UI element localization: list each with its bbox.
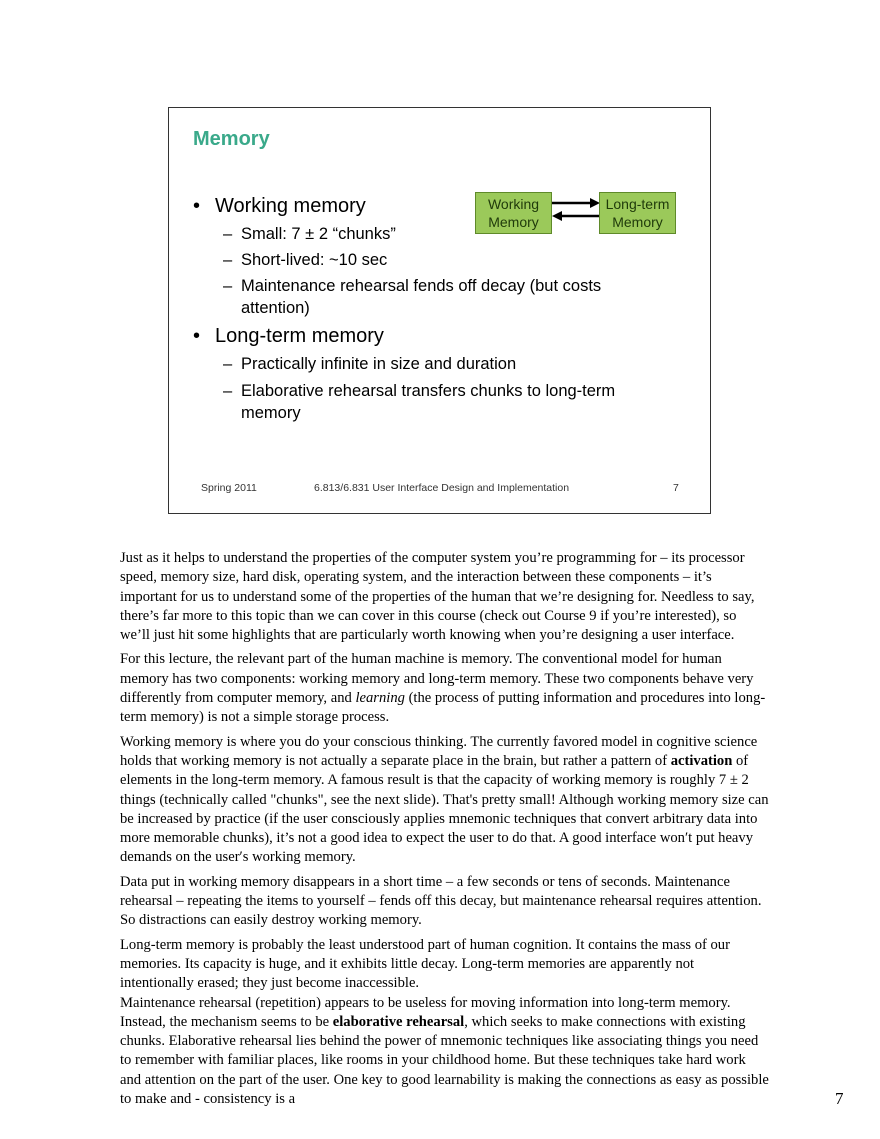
sub-bullet-elaborative: – Elaborative rehearsal transfers chunks to long-term memory: [241, 380, 631, 424]
footer-slide-number: 7: [673, 482, 679, 494]
sub-bullet-infinite: – Practically infinite in size and duration: [241, 353, 681, 375]
notes-paragraph: Long-term memory is probably the least understood part of human cognition. It contains the mass of our memories. Its capacity is huge, and it exhibits little decay. Long-term memories are apparently not intentionally erased; they just become inaccessible.: [120, 936, 730, 992]
memory-arrows-icon: [552, 192, 600, 234]
notes-paragraph: Data put in working memory disappears in a short time – a few seconds or tens of seconds. Maintenance rehearsal – repeating the items to yourself – fends off this decay, but maintenance rehearsal requires attention. So distractions can easily destroy working memory.: [120, 873, 762, 929]
long-term-memory-box: Long-term Memory: [599, 192, 676, 234]
sub-bullet-small: – Small: 7 ± 2 “chunks”: [241, 223, 681, 245]
slide-title: Memory: [193, 128, 270, 150]
bullet-working-memory: • Working memory: [215, 195, 366, 218]
page-number: 7: [835, 1089, 844, 1108]
sub-bullet-short-lived: – Short-lived: ~10 sec: [241, 249, 681, 271]
notes-paragraph: For this lecture, the relevant part of the human machine is memory. The conventional model for human memory has two components: working memory and long-term memory. These two components behave very differently from computer memory, and learning (the process of putting information and procedures into long-term memory) is not a simple storage process.: [120, 651, 766, 726]
working-memory-box: Working Memory: [475, 192, 552, 234]
notes-paragraph: Just as it helps to understand the properties of the computer system you’re programming for – its processor speed, memory size, hard disk, operating system, and the interaction between these components – it’s important for us to understand some of the properties of the human that we’re designing for. Needless to say, there’s far more to this topic than we can cover in this course (check out Course 9 if you’re interested), so we’ll just hit some highlights that are particularly worth knowing when you’re designing a user interface.: [120, 550, 755, 644]
footer-date: Spring 2011: [201, 482, 257, 494]
sub-bullet-maintenance: – Maintenance rehearsal fends off decay (but costs attention): [241, 275, 661, 319]
lecture-notes: [120, 549, 770, 1114]
slide: [168, 107, 711, 514]
notes-paragraph: Working memory is where you do your conscious thinking. The currently favored model in cognitive science holds that working memory is not actually a separate place in the brain, but rather a pattern of activation of elements in the long-term memory. A famous result is that the capacity of working memory is roughly 7 ± 2 things (technically called "chunks", see the next slide). That's pretty small! Although working memory size can be increased by practice (if the user consciously applies mnemonic techniques that convert arbitrary data into more memorable chunks), it’s not a good idea to expect the user to do that. A good interface won′t put heavy demands on the user′s working memory.: [120, 733, 769, 866]
notes-paragraph: Maintenance rehearsal (repetition) appears to be useless for moving information into long-term memory. Instead, the mechanism seems to be elaborative rehearsal, which seeks to make connections with existing chunks. Elaborative rehearsal lies behind the power of mnemonic techniques like associating things you need to remember with familiar places, like rooms in your childhood home. But these techniques take hard work and attention on the part of the user. One key to good learnability is making the connections as easy as possible to make and - consistency is a: [120, 994, 769, 1108]
footer-course: 6.813/6.831 User Interface Design and Implementation: [314, 482, 570, 494]
bullet-long-term-memory: • Long-term memory: [215, 325, 384, 348]
